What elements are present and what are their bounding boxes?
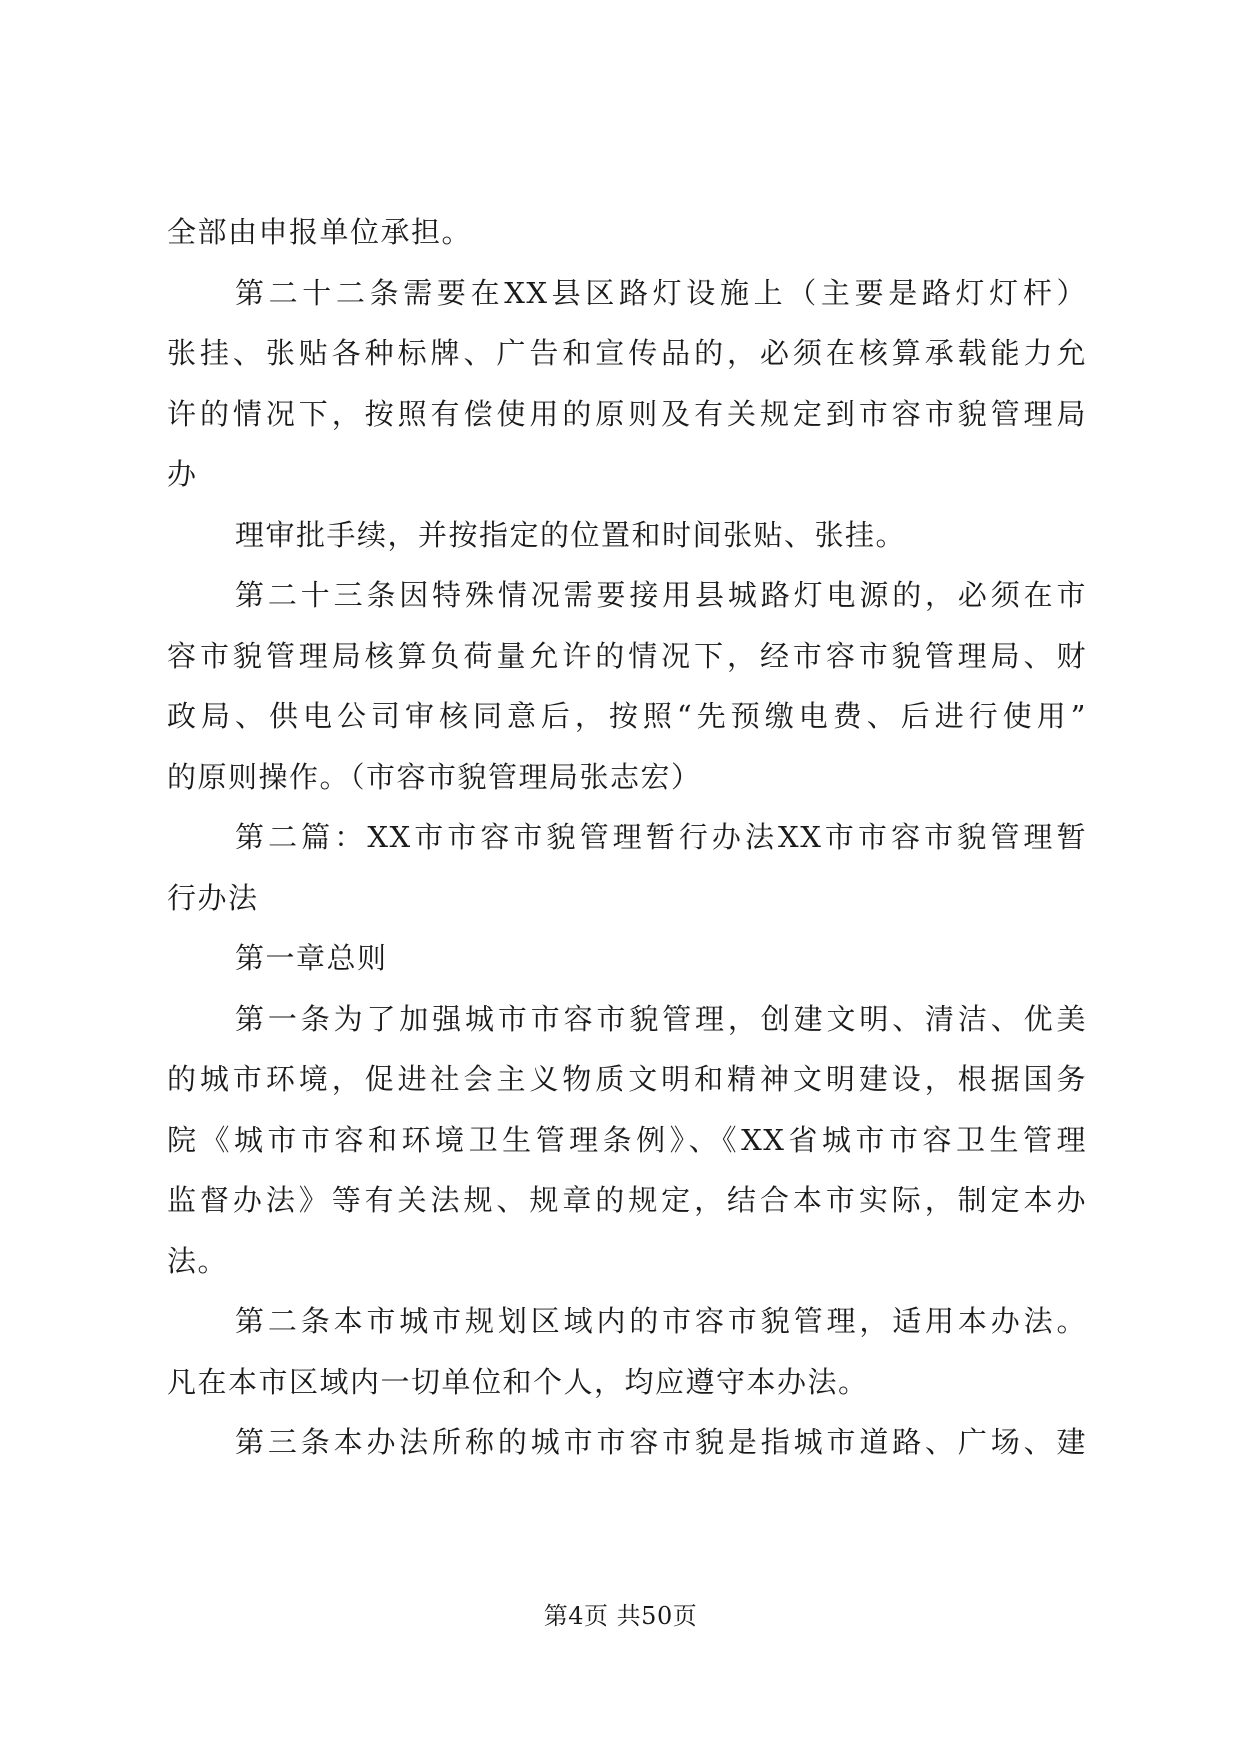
document-body [167,202,1087,1473]
section-heading: 第一章总则 [235,941,388,975]
text-line: 许的情况下，按照有偿使用的原则及有关规定到市容市貌管理局 [167,396,1087,431]
text-line: 第一条为了加强城市市容市貌管理，创建文明、清洁、优美 [235,1001,1087,1036]
text-line: 第二篇：XX市市容市貌管理暂行办法XX市市容市貌管理暂 [235,820,1087,854]
text-line: 的城市环境，促进社会主义物质文明和精神文明建设，根据国务 [167,1062,1087,1096]
text-line: 容市貌管理局核算负荷量允许的情况下，经市容市貌管理局、财 [167,638,1087,673]
text-line: 办 [167,457,198,491]
text-line: 第二十三条因特殊情况需要接用县城路灯电源的，必须在市 [235,578,1087,612]
page-number-footer: 第4页 共50页 [543,1602,698,1630]
text-line: 院《城市市容和环境卫生管理条例》、《XX省城市市容卫生管理 [167,1122,1087,1157]
text-line: 法。 [167,1243,229,1278]
text-line: 的原则操作。（市容市貌管理局张志宏） [167,759,702,794]
text-line: 政局、供电公司审核同意后，按照“先预缴电费、后进行使用” [167,699,1087,733]
text-line: 监督办法》等有关法规、规章的规定，结合本市实际，制定本办 [167,1183,1087,1217]
text-line: 行办法 [167,880,259,915]
text-line: 理审批手续，并按指定的位置和时间张贴、张挂。 [235,517,907,552]
text-line: 第二条本市城市规划区域内的市容市貌管理，适用本办法。 [235,1304,1087,1338]
text-line: 全部由申报单位承担。 [167,215,473,249]
text-line: 张挂、张贴各种标牌、广告和宣传品的，必须在核算承载能力允 [167,336,1087,370]
text-line: 凡在本市区域内一切单位和个人，均应遵守本办法。 [167,1364,869,1399]
text-line: 第二十二条需要在XX县区路灯设施上（主要是路灯灯杆） [235,275,1087,310]
text-line: 第三条本办法所称的城市市容市貌是指城市道路、广场、建 [235,1425,1087,1459]
